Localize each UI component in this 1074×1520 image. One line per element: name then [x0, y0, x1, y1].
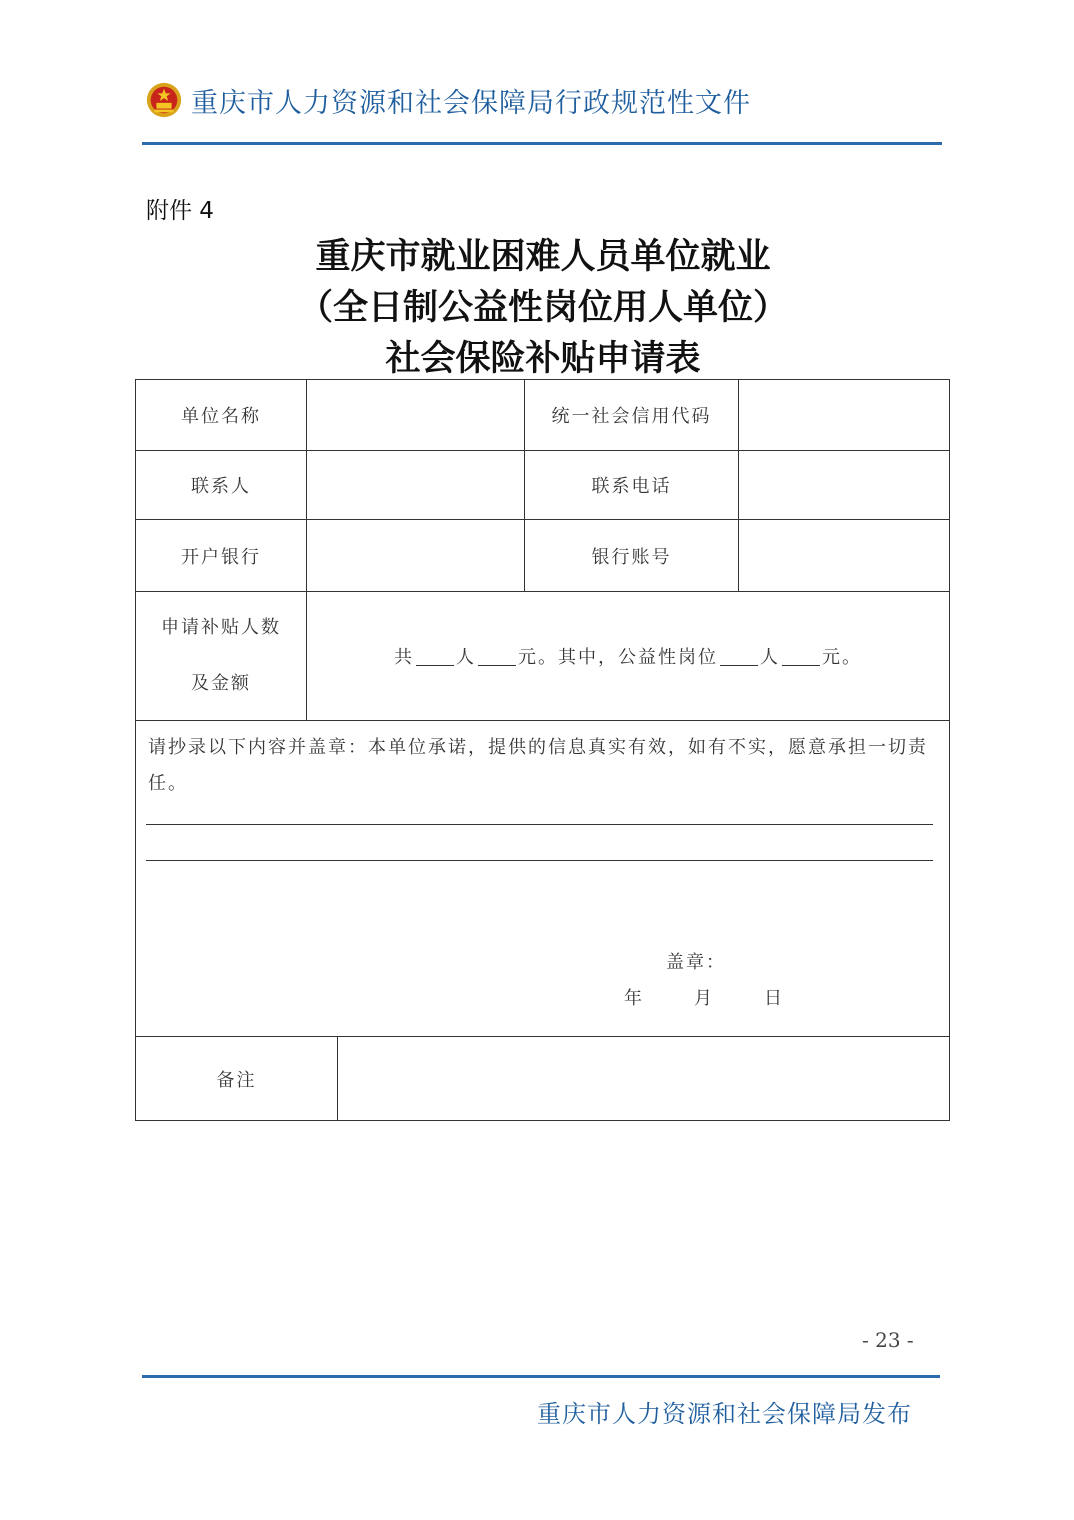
- date-year: 年: [624, 988, 642, 1009]
- pledge-instruction: 请抄录以下内容并盖章：本单位承诺，提供的信息真实有效，如有不实，愿意承担一切责任。: [148, 737, 928, 794]
- bank-field[interactable]: [307, 520, 524, 591]
- bank-label: 开户银行: [181, 546, 261, 568]
- subsidy-text-people: 人: [456, 647, 476, 668]
- title-line-2: （全日制公益性岗位用人单位）: [297, 288, 788, 328]
- account-field[interactable]: [739, 520, 949, 591]
- page-number: - 23 -: [862, 1328, 914, 1352]
- date-month: 月: [694, 988, 712, 1009]
- form-title: [140, 232, 946, 385]
- date-day: 日: [764, 988, 782, 1009]
- unit-name-label: 单位名称: [181, 406, 261, 427]
- pledge-write-line-2[interactable]: [146, 860, 933, 861]
- title-line-1: 重庆市就业困难人员单位就业: [315, 237, 771, 277]
- date-line: [624, 984, 782, 1010]
- pledge-write-line-1[interactable]: [146, 824, 933, 825]
- phone-label: 联系电话: [591, 476, 672, 497]
- contact-label: 联系人: [191, 476, 251, 497]
- public-post-amount-blank[interactable]: [782, 647, 820, 666]
- subsidy-text-yuan: 元。: [822, 647, 862, 668]
- national-emblem-icon: [145, 81, 183, 119]
- row-divider: [136, 720, 949, 721]
- subsidy-text-people-2: 人: [760, 647, 780, 668]
- remarks-field[interactable]: [338, 1037, 949, 1120]
- subsidy-label-line-2: 及金额: [191, 673, 251, 694]
- public-post-people-blank[interactable]: [720, 647, 758, 666]
- unit-name-field[interactable]: [307, 380, 524, 450]
- credit-code-label: 统一社会信用代码: [551, 406, 712, 427]
- attachment-label: 附件 4: [146, 198, 214, 224]
- title-line-3: 社会保险补贴申请表: [385, 339, 701, 379]
- subsidy-label: [136, 592, 306, 720]
- footer-publisher: 重庆市人力资源和社会保障局发布: [537, 1400, 912, 1428]
- remarks-label: 备注: [216, 1069, 257, 1091]
- amount-blank[interactable]: [478, 647, 516, 666]
- subsidy-text-total: 共: [394, 647, 414, 668]
- seal-label: 盖章：: [666, 952, 726, 973]
- subsidy-label-line-1: 申请补贴人数: [161, 617, 281, 638]
- subsidy-text-public-post: 元。其中，公益性岗位: [518, 647, 718, 668]
- contact-field[interactable]: [307, 451, 524, 519]
- credit-code-field[interactable]: [739, 380, 949, 450]
- phone-field[interactable]: [739, 451, 949, 519]
- header-title: 重庆市人力资源和社会保障局行政规范性文件: [191, 87, 751, 119]
- account-label: 银行账号: [591, 546, 672, 568]
- document-header: [145, 78, 945, 122]
- footer-rule: [142, 1375, 940, 1378]
- application-form-table: [135, 379, 950, 1121]
- header-rule: [142, 142, 942, 145]
- people-blank[interactable]: [416, 647, 454, 666]
- subsidy-amount-field[interactable]: [307, 592, 949, 720]
